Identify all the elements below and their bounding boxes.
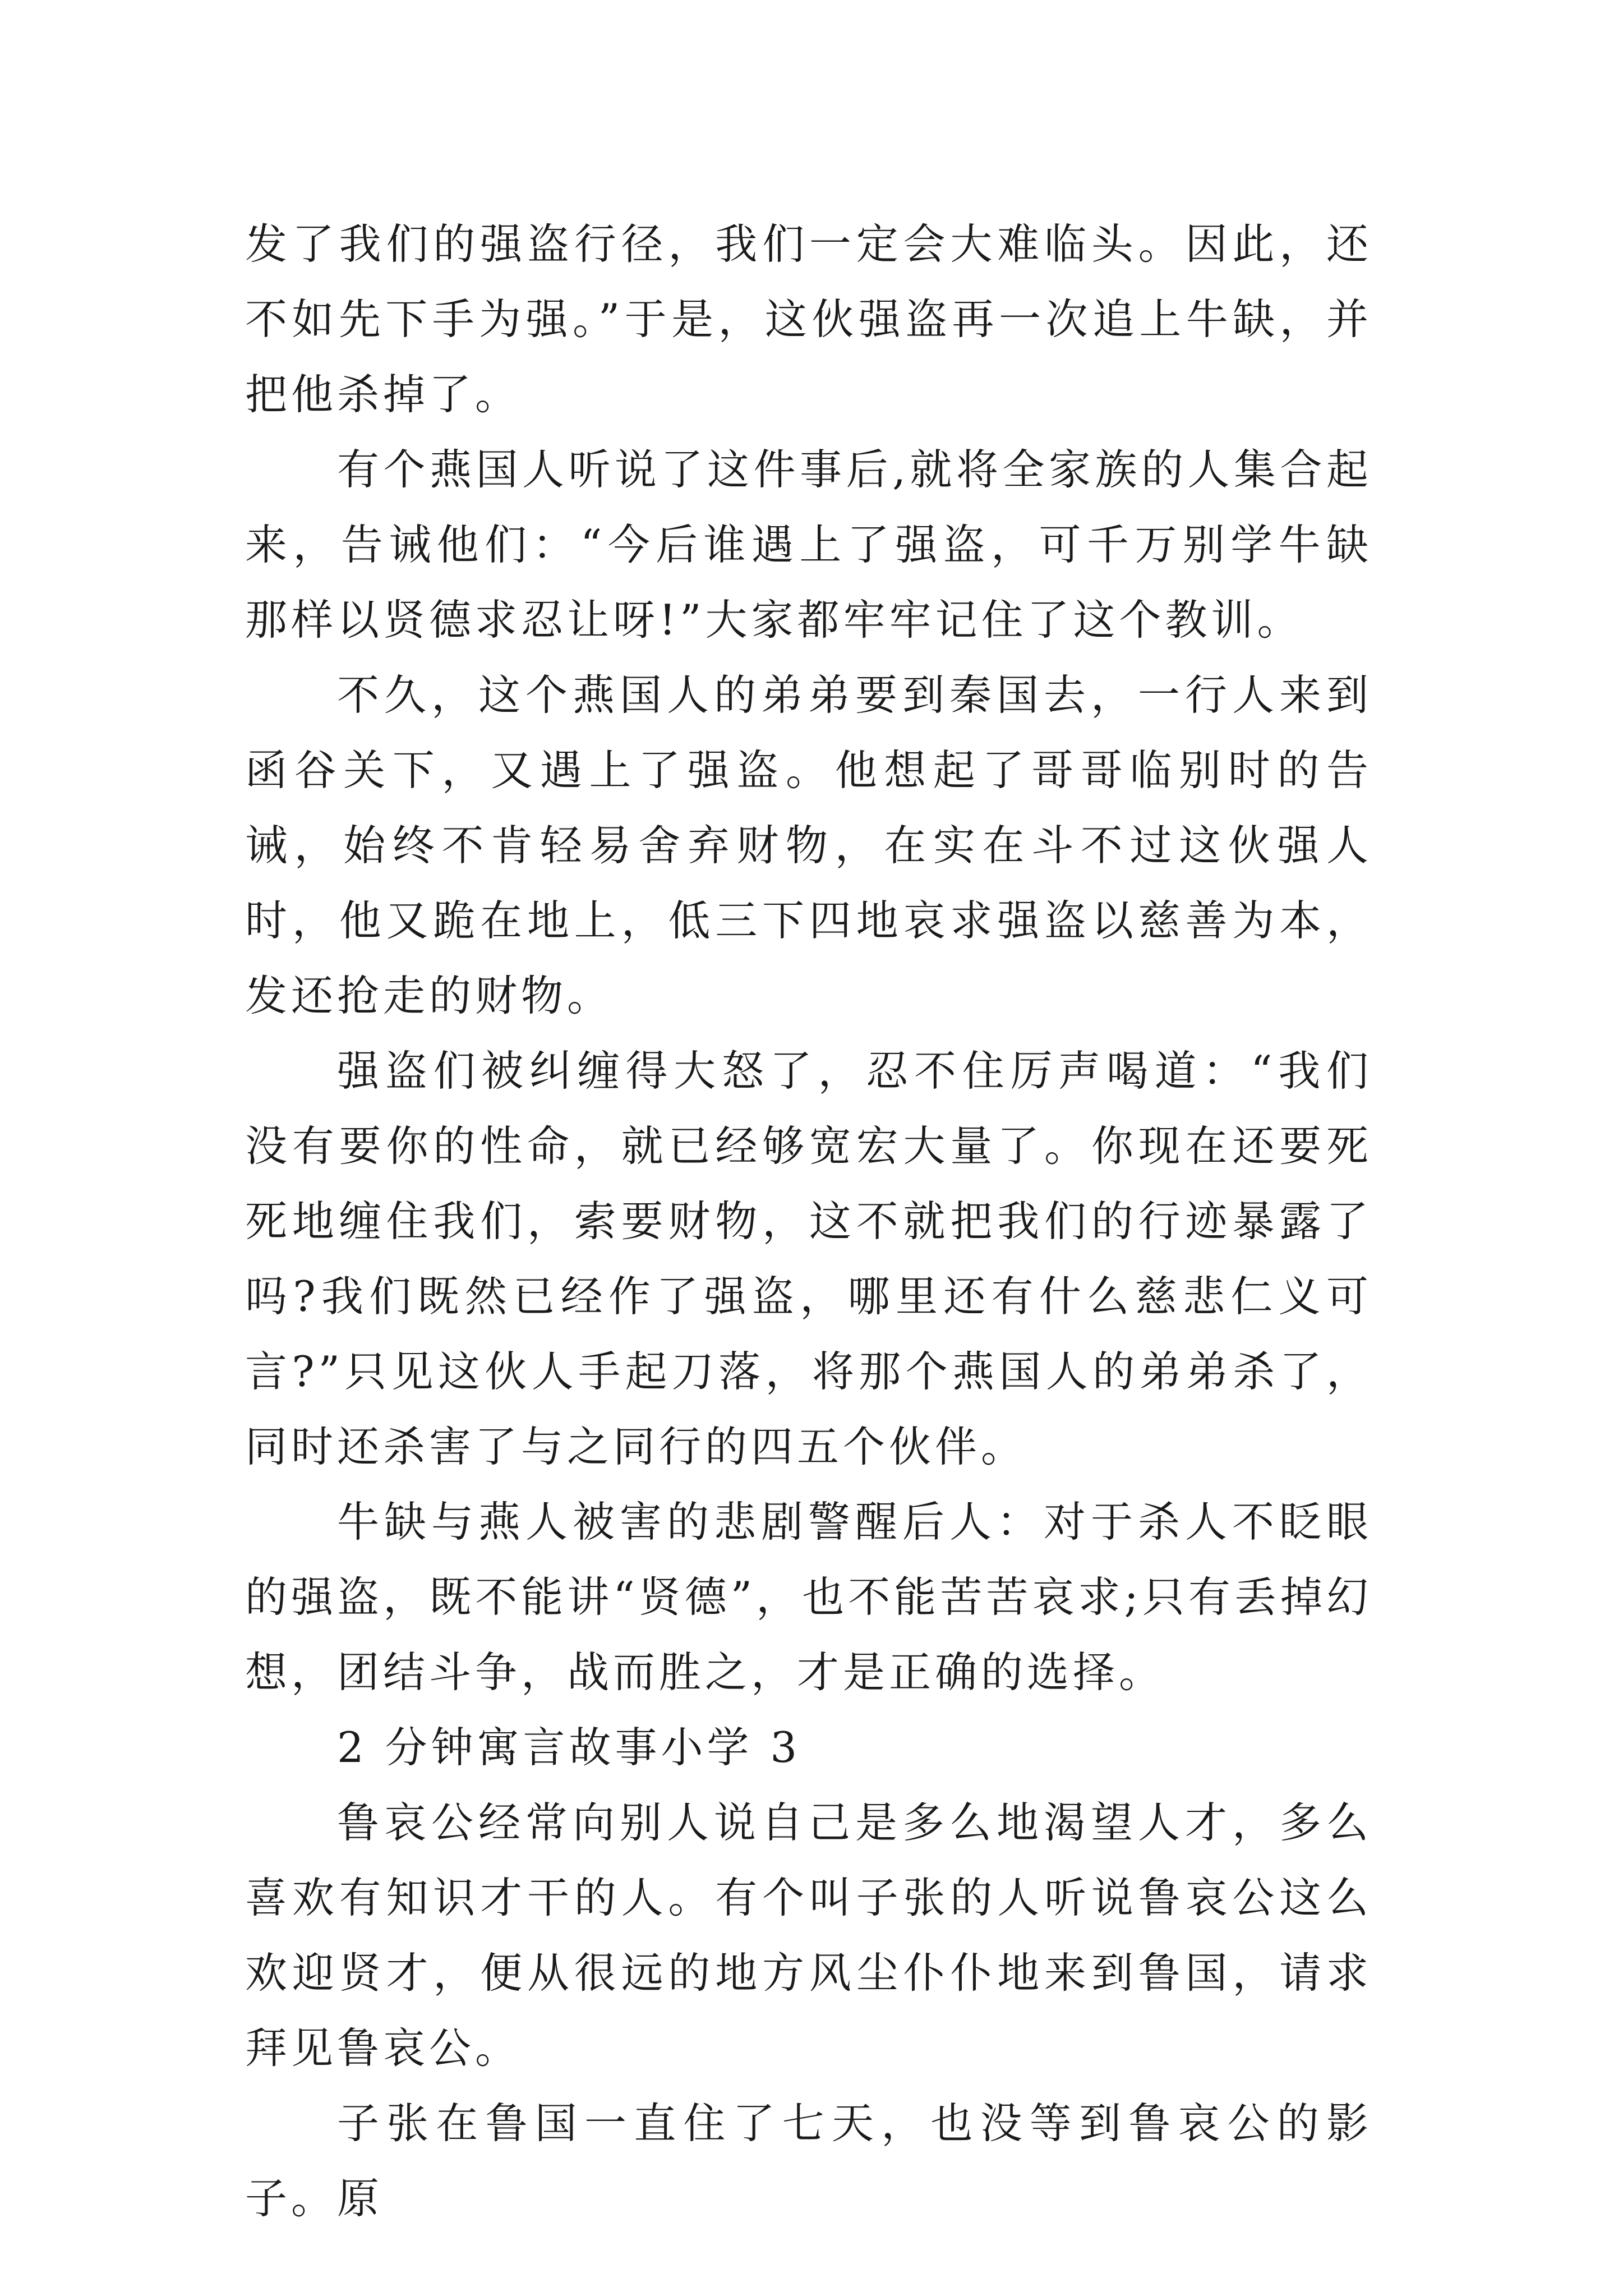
paragraph: 子张在鲁国一直住了七天，也没等到鲁哀公的影子。原 <box>245 2099 1372 2223</box>
section-heading: 2 分钟寓言故事小学 3 <box>337 1723 801 1772</box>
paragraph: 强盗们被纠缠得大怒了，忍不住厉声喝道：“我们没有要你的性命，就已经够宽宏大量了。你现在还要死死地缠住我们，索要财物，这不就把我们的行迹暴露了吗?我们既然已经作了强盗，哪里还有什么慈悲仁义可言?”只见这伙人手起刀落，将那个燕国人的弟弟杀了，同时还杀害了与之同行的四五个伙伴。 <box>245 1046 1372 1471</box>
paragraph: 鲁哀公经常向别人说自己是多么地渴望人才，多么喜欢有知识才干的人。有个叫子张的人听说鲁哀公这么欢迎贤才，便从很远的地方风尘仆仆地来到鲁国，请求拜见鲁哀公。 <box>245 1798 1372 2073</box>
paragraph-continuation: 发了我们的强盗行径，我们一定会大难临头。因此，还不如先下手为强。”于是，这伙强盗再一次追上牛缺，并把他杀掉了。 <box>245 219 1372 419</box>
paragraph: 牛缺与燕人被害的悲剧警醒后人：对于杀人不眨眼的强盗，既不能讲“贤德”，也不能苦苦哀求;只有丢掉幻想，团结斗争，战而胜之，才是正确的选择。 <box>245 1497 1372 1697</box>
document-body <box>245 206 1372 2236</box>
paragraph: 不久，这个燕国人的弟弟要到秦国去，一行人来到函谷关下，又遇上了强盗。他想起了哥哥临别时的告诫，始终不肯轻易舍弃财物，在实在斗不过这伙强人时，他又跪在地上，低三下四地哀求强盗以慈善为本，发还抢走的财物。 <box>245 670 1372 1020</box>
paragraph: 有个燕国人听说了这件事后,就将全家族的人集合起来，告诫他们：“今后谁遇上了强盗，可千万别学牛缺那样以贤德求忍让呀!”大家都牢牢记住了这个教训。 <box>245 445 1372 645</box>
